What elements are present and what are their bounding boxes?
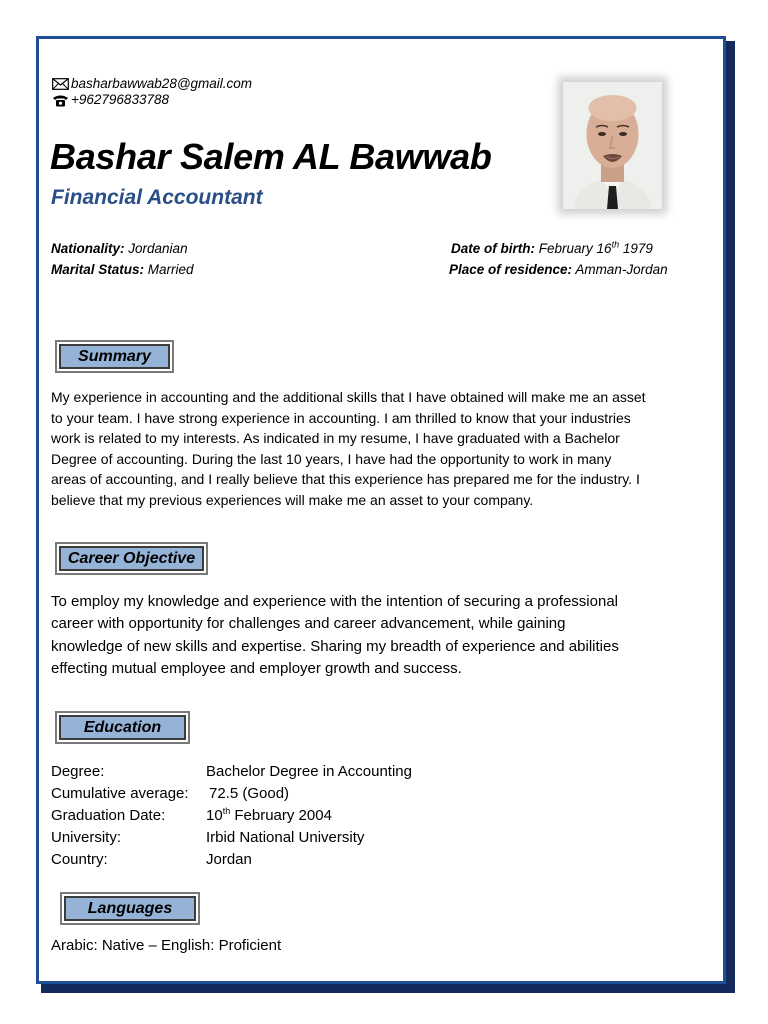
- country-row: [51, 849, 412, 871]
- university-value: Irbid National University: [206, 829, 365, 846]
- summary-heading: Summary: [55, 340, 174, 373]
- average-row: [51, 783, 412, 805]
- career-objective-text: [51, 591, 691, 680]
- residence-value: Amman-Jordan: [575, 262, 668, 277]
- marital-status-value: Married: [147, 262, 194, 277]
- graduation-value: 10th February 2004: [206, 806, 332, 824]
- education-heading: Education: [55, 711, 190, 744]
- summary-line: areas of accounting, and I really believe that this experience has prepared me for the industry. I: [51, 471, 640, 488]
- summary-line: work is related to my interests. As indicated in my resume, I have graduated with a Bachelor: [51, 430, 620, 447]
- country-label: Country:: [51, 851, 108, 868]
- university-row: [51, 827, 412, 849]
- objective-line: effecting mutual employee and employer growth and success.: [51, 659, 462, 677]
- nationality-value: Jordanian: [128, 241, 188, 256]
- languages-heading: Languages: [60, 892, 200, 925]
- degree-label: Degree:: [51, 763, 105, 780]
- graduation-label: Graduation Date:: [51, 807, 166, 824]
- contact-block: [52, 76, 252, 108]
- nationality-label: Nationality:: [51, 241, 125, 256]
- career-objective-heading: Career Objective: [55, 542, 208, 575]
- degree-value: Bachelor Degree in Accounting: [206, 763, 412, 780]
- envelope-icon: [52, 78, 69, 90]
- job-title: Financial Accountant: [51, 186, 263, 209]
- profile-photo: [563, 82, 662, 209]
- average-value: 72.5 (Good): [209, 785, 290, 802]
- summary-line: to your team. I have strong experience in accounting. I am thrilled to know that your industries: [51, 409, 631, 426]
- email-address[interactable]: basharbawwab28@gmail.com: [71, 76, 253, 91]
- summary-line: believe that my previous experiences will make me an asset to your company.: [51, 491, 534, 508]
- marital-status-label: Marital Status:: [51, 262, 145, 277]
- objective-line: career with opportunity for challenges and career advancement, while gaining: [51, 615, 566, 633]
- summary-text: [51, 387, 701, 511]
- marital-status-row: [51, 262, 194, 277]
- telephone-icon: [52, 94, 69, 107]
- education-details: [51, 761, 412, 871]
- summary-line: Degree of accounting. During the last 10 years, I have had the opportunity to work in many: [51, 450, 612, 467]
- date-of-birth-value: February 16th 1979: [538, 239, 653, 256]
- person-name: Bashar Salem AL Bawwab: [50, 136, 492, 177]
- nationality-row: [51, 241, 188, 256]
- objective-line: To employ my knowledge and experience with the intention of securing a professional: [51, 593, 618, 610]
- date-of-birth-label: Date of birth:: [451, 241, 535, 256]
- residence-row: [449, 262, 668, 277]
- country-value: Jordan: [206, 851, 252, 868]
- graduation-row: [51, 805, 412, 827]
- date-of-birth-row: [451, 241, 653, 256]
- residence-label: Place of residence:: [449, 262, 573, 277]
- average-label: Cumulative average:: [51, 785, 189, 802]
- degree-row: [51, 761, 412, 783]
- phone-number: +962796833788: [71, 92, 169, 107]
- university-label: University:: [51, 829, 122, 846]
- summary-line: My experience in accounting and the additional skills that I have obtained will make me an asset: [51, 389, 646, 405]
- profile-photo-image: [563, 82, 662, 209]
- languages-text: Arabic: Native – English: Proficient: [51, 937, 282, 954]
- objective-line: knowledge of new skills and expertise. Sharing my breadth of experience and abilities: [51, 637, 619, 655]
